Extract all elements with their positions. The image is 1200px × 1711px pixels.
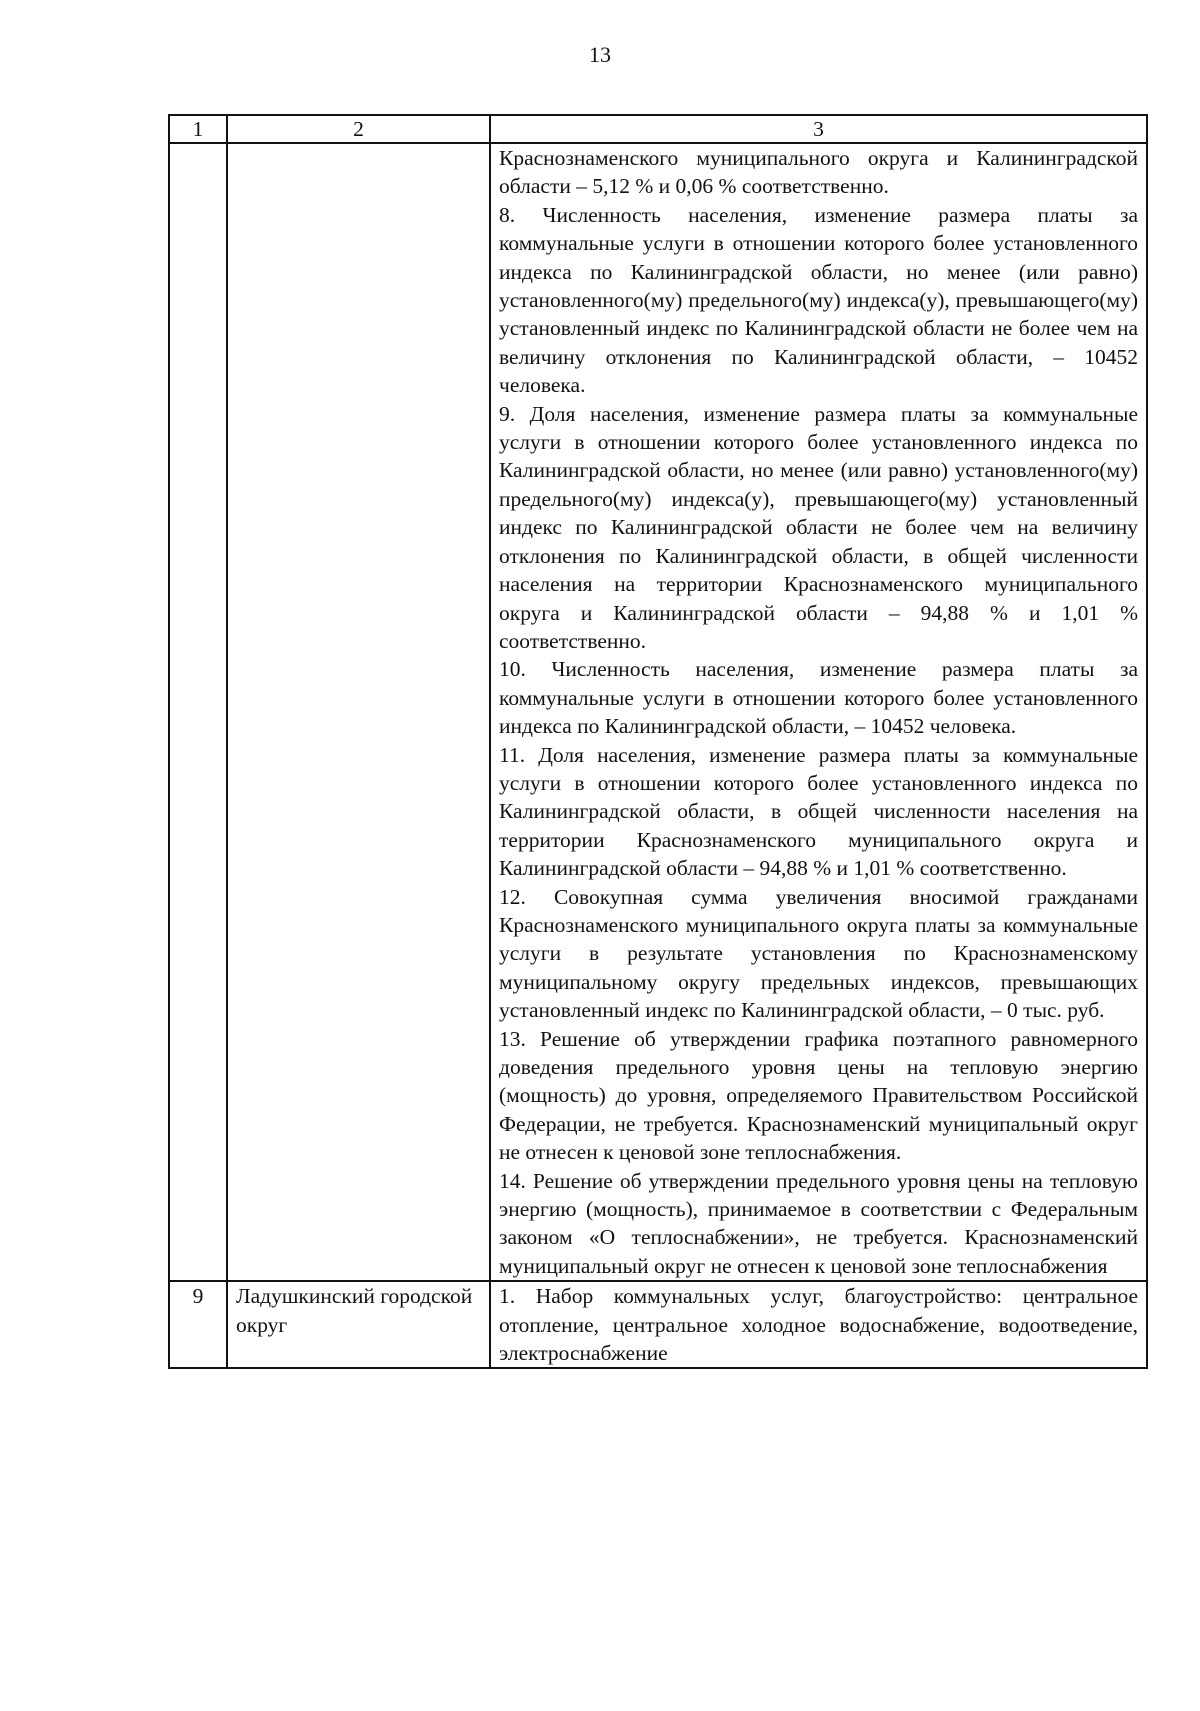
header-cell-3: 3 [490, 115, 1147, 143]
paragraph-item-8: 8. Численность населения, изменение размера платы за коммунальные услуги в отношении которого более установленного индекса по Калининградской области, но менее (или равно) установленного(му) предельного(му) индекса(у), превышающего(му) установленный индекс по Калининградской области не более чем на величину отклонения по Калининградской области, – 10452 человека. [499, 202, 1138, 398]
paragraph-item-1: 1. Набор коммунальных услуг, благоустройство: центральное отопление, центральное холодное водоснабжение, водоотведение, электроснабжение [499, 1284, 1138, 1366]
paragraph-item-13: 13. Решение об утверждении графика поэтапного равномерного доведения предельного уровня цены на тепловую энергию (мощность) до уровня, определяемого Правительством Российской Федерации, не требуется. Краснознаменский муниципальный округ не отнесен к ценовой зоне теплоснабжения. [499, 1026, 1138, 1165]
paragraph-item-11: 11. Доля населения, изменение размера платы за коммунальные услуги в отношении которого более установленного индекса по Калининградской области, в общей численности населения на территории Краснознаменского муниципального округа и Калининградской области – 94,88 % и 1,01 % соответственно. [499, 742, 1138, 881]
indices-table [168, 114, 1148, 1369]
header-cell-1: 1 [169, 115, 227, 143]
description-cell [490, 143, 1147, 1281]
paragraph-item-9: 9. Доля населения, изменение размера платы за коммунальные услуги в отношении которого более установленного индекса по Калининградской области, но менее (или равно) установленного(му) предельного(му) индекса(у), превышающего(му) установленный индекс по Калининградской области не более чем на величину отклонения по Калининградской области, в общей численности населения на территории Краснознаменского муниципального округа и Калининградской области – 94,88 % и 1,01 % соответственно. [499, 401, 1138, 653]
municipality-cell: Ладушкинский городской округ [227, 1281, 490, 1368]
page-number: 13 [589, 42, 611, 67]
table-header-row [169, 115, 1147, 143]
header-cell-2: 2 [227, 115, 490, 143]
row-number-cell [169, 143, 227, 1281]
description-cell [490, 1281, 1147, 1368]
paragraph-item-12: 12. Совокупная сумма увеличения вносимой гражданами Краснознаменского муниципального округа платы за коммунальные услуги в результате установления по Краснознаменскому муниципальному округу предельных индексов, превышающих установленный индекс по Калининградской области, – 0 тыс. руб. [499, 884, 1138, 1023]
municipality-cell [227, 143, 490, 1281]
paragraph-item-10: 10. Численность населения, изменение размера платы за коммунальные услуги в отношении которого более установленного индекса по Калининградской области, – 10452 человека. [499, 657, 1138, 739]
paragraph-continuation: Краснознаменского муниципального округа и Калининградской области – 5,12 % и 0,06 % соответственно. [499, 146, 1138, 199]
paragraph-item-14: 14. Решение об утверждении предельного уровня цены на тепловую энергию (мощность), принимаемое в соответствии с Федеральным законом «О теплоснабжении», не требуется. Краснознаменский муниципальный округ не отнесен к ценовой зоне теплоснабжения [499, 1168, 1138, 1278]
table-row-continuation [169, 143, 1147, 1281]
table-row-9 [169, 1281, 1147, 1368]
row-number-cell: 9 [169, 1281, 227, 1368]
